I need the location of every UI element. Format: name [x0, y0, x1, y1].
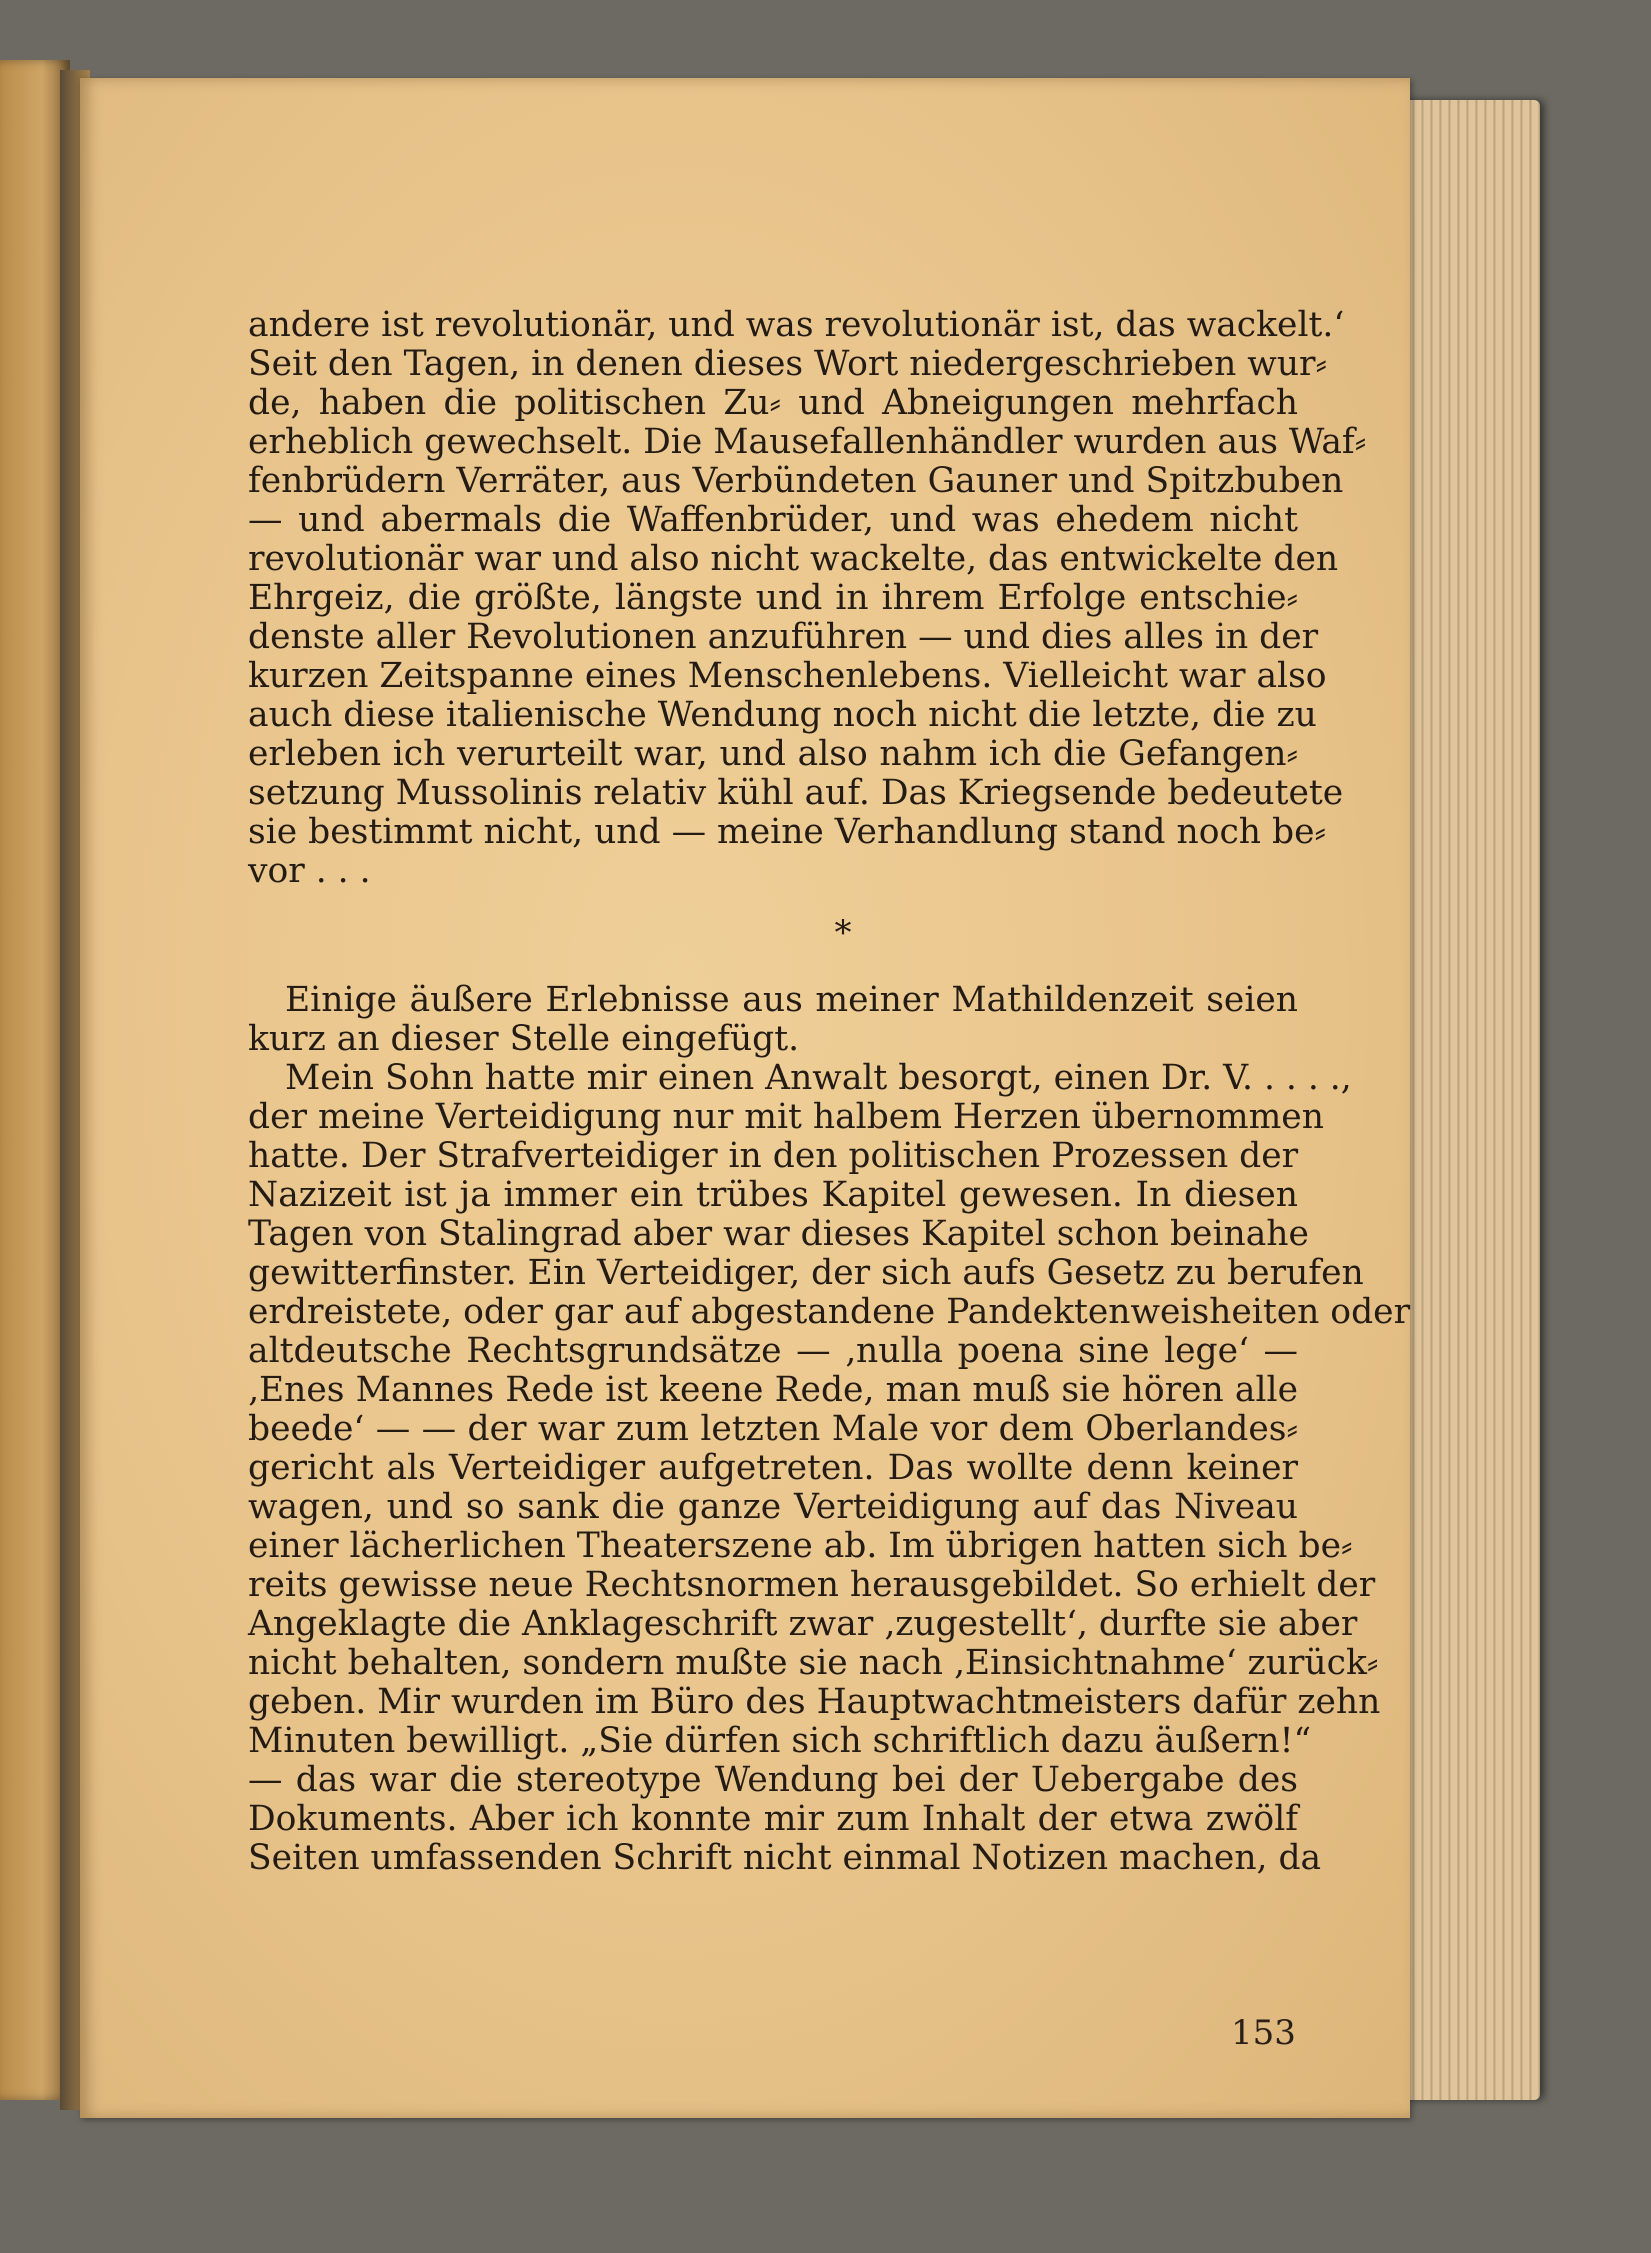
text-line: — das war die stereotype Wendung bei der Uebergabe des	[248, 1760, 1298, 1800]
text-line: erleben ich verurteilt war, und also nahm ich die Gefangen⸗	[248, 734, 1298, 774]
book-page	[80, 78, 1410, 2118]
text-line: auch diese italienische Wendung noch nicht die letzte, die zu	[248, 695, 1317, 735]
text-line: — und abermals die Waffenbrüder, und was ehedem nicht	[248, 500, 1298, 540]
text-line: Ehrgeiz, die größte, längste und in ihrem Erfolge entschie⸗	[248, 578, 1298, 618]
text-line: de, haben die politischen Zu⸗ und Abneigungen mehrfach	[248, 383, 1298, 423]
text-line: erheblich gewechselt. Die Mausefallenhändler wurden aus Waf⸗	[248, 422, 1367, 462]
text-line: Mein Sohn hatte mir einen Anwalt besorgt, einen Dr. V. . . . .,	[285, 1058, 1352, 1098]
text-line: erdreistete, oder gar auf abgestandene Pandektenweisheiten oder	[248, 1292, 1411, 1332]
text-line: kurz an dieser Stelle eingefügt.	[248, 1019, 800, 1059]
text-line: reits gewisse neue Rechtsnormen herausgebildet. So erhielt der	[248, 1565, 1376, 1605]
page-number: 153	[1231, 2013, 1296, 2053]
text-line: Tagen von Stalingrad aber war dieses Kapitel schon beinahe	[248, 1214, 1309, 1254]
text-line: fenbrüdern Verräter, aus Verbündeten Gauner und Spitzbuben	[248, 461, 1344, 501]
text-line: beede‘ — — der war zum letzten Male vor dem Oberlandes⸗	[248, 1409, 1298, 1449]
text-line: nicht behalten, sondern mußte sie nach ‚Einsichtnahme‘ zurück⸗	[248, 1643, 1379, 1683]
text-line: Dokuments. Aber ich konnte mir zum Inhalt der etwa zwölf	[248, 1799, 1298, 1839]
text-line: Minuten bewilligt. „Sie dürfen sich schriftlich dazu äußern!“	[248, 1721, 1312, 1761]
body-text	[248, 305, 1411, 1878]
text-line: Seiten umfassenden Schrift nicht einmal Notizen machen, da	[248, 1838, 1322, 1878]
paragraph	[248, 305, 1367, 891]
section-separator: *	[834, 913, 852, 953]
text-line: altdeutsche Rechtsgrundsätze — ‚nulla poena sine lege‘ —	[248, 1331, 1298, 1371]
text-line: andere ist revolutionär, und was revolutionär ist, das wackelt.‘	[248, 305, 1345, 345]
text-line: wagen, und so sank die ganze Verteidigung auf das Niveau	[248, 1487, 1298, 1527]
text-line: einer lächerlichen Theaterszene ab. Im übrigen hatten sich be⸗	[248, 1526, 1353, 1566]
text-line: geben. Mir wurden im Büro des Hauptwachtmeisters dafür zehn	[248, 1682, 1381, 1722]
text-line: kurzen Zeitspanne eines Menschenlebens. Vielleicht war also	[248, 656, 1327, 696]
text-line: sie bestimmt nicht, und — meine Verhandlung stand noch be⸗	[248, 812, 1326, 852]
text-line: revolutionär war und also nicht wackelte, das entwickelte den	[248, 539, 1339, 579]
text-line: Nazizeit ist ja immer ein trübes Kapitel gewesen. In diesen	[248, 1175, 1298, 1215]
text-line: gericht als Verteidiger aufgetreten. Das wollte denn keiner	[248, 1448, 1298, 1488]
text-line: denste aller Revolutionen anzuführen — und dies alles in der	[248, 617, 1319, 657]
text-line: Angeklagte die Anklageschrift zwar ‚zugestellt‘, durfte sie aber	[248, 1604, 1358, 1644]
text-line: Einige äußere Erlebnisse aus meiner Mathildenzeit seien	[285, 980, 1298, 1020]
text-line: gewitterfinster. Ein Verteidiger, der sich aufs Gesetz zu berufen	[248, 1253, 1364, 1293]
paragraph	[248, 1058, 1411, 1878]
text-line: hatte. Der Strafverteidiger in den politischen Prozessen der	[248, 1136, 1299, 1176]
text-line: setzung Mussolinis relativ kühl auf. Das Kriegsende bedeutete	[248, 773, 1344, 813]
text-line: vor . . .	[248, 851, 371, 891]
text-line: ‚Enes Mannes Rede ist keene Rede, man muß sie hören alle	[248, 1370, 1298, 1410]
paragraph	[248, 981, 1298, 1059]
text-line: der meine Verteidigung nur mit halbem Herzen übernommen	[248, 1097, 1324, 1137]
text-line: Seit den Tagen, in denen dieses Wort niedergeschrieben wur⸗	[248, 344, 1328, 384]
